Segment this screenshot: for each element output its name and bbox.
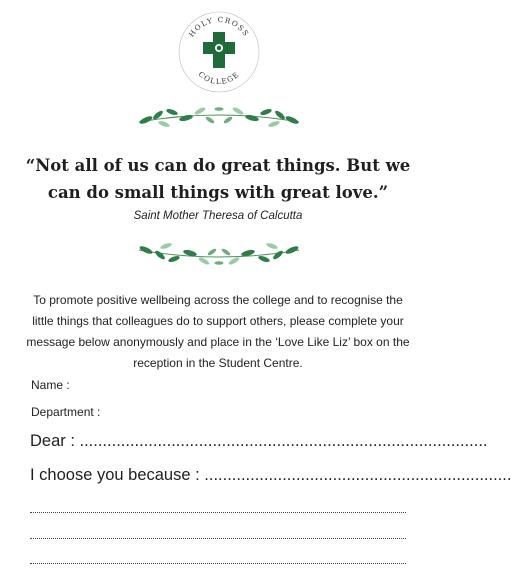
message-line-3 xyxy=(30,563,406,564)
dear-line: Dear : ......................................................................................... xyxy=(30,432,488,450)
leaf-garland-icon xyxy=(134,236,304,270)
choose-line: I choose you because : ................................................................... xyxy=(30,466,511,484)
leaf-garland-icon xyxy=(134,100,304,134)
department-label: Department : xyxy=(31,405,101,419)
message-line-2 xyxy=(30,538,406,539)
quote-text: “Not all of us can do great things. But we can do small things with great love.” xyxy=(25,156,411,202)
logo-bottom-text: COLLEGE xyxy=(196,69,242,87)
intro-paragraph: To promote positive wellbeing across the college and to recognise the little things that colleagues do to support others, please complete your message below anonymously and place in the ‘Love Like Liz’ box on the reception in the Student Centre. xyxy=(26,293,410,370)
name-label: Name : xyxy=(31,378,70,392)
college-logo xyxy=(177,10,261,94)
logo-top-text: HOLY CROSS xyxy=(186,14,252,39)
quote-author: Saint Mother Theresa of Calcutta xyxy=(133,210,303,222)
cross-emblem-icon xyxy=(203,32,235,68)
svg-text:COLLEGE xyxy=(197,70,242,86)
message-line-1 xyxy=(30,512,406,513)
